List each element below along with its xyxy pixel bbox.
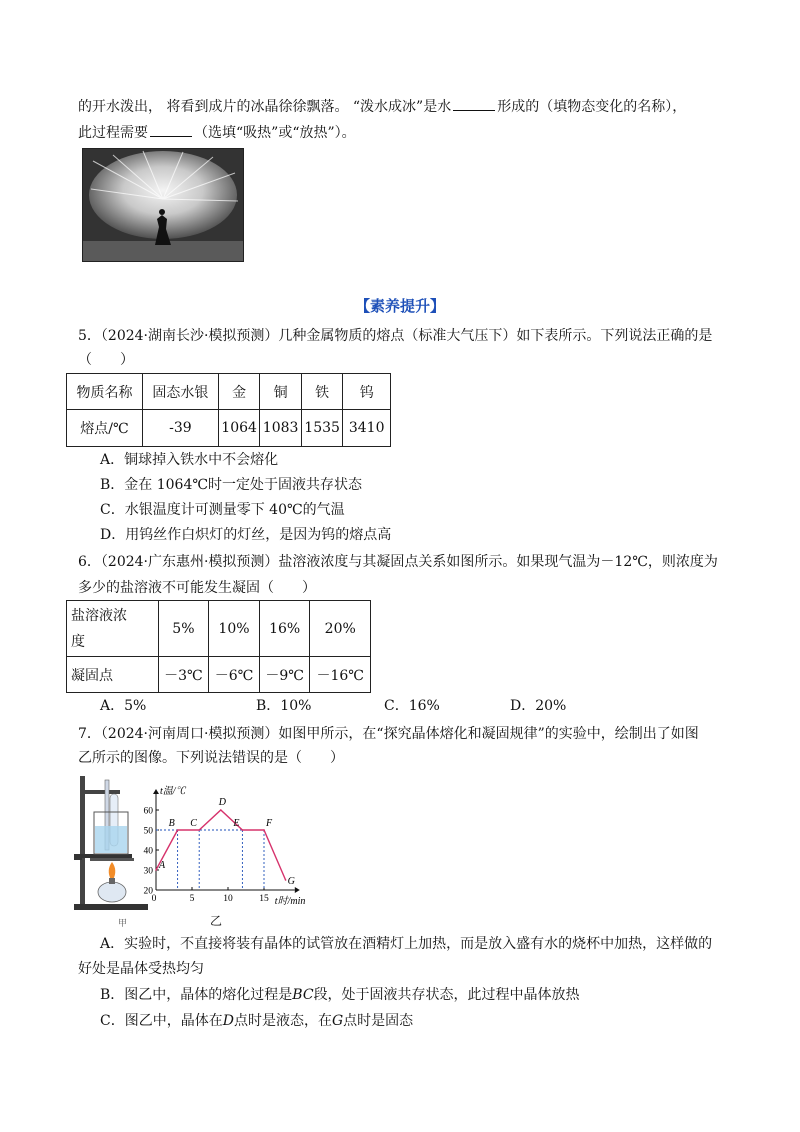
q6-freezing-cell: －6℃ [209,657,260,693]
stand-base [74,904,148,910]
y-axis-arrow [153,789,159,794]
q4-text-b: 形成的（填物态变化的名称）， [497,99,687,115]
x-tick-label: 0 [151,894,157,904]
point-label-g: G [287,876,295,887]
q5-option-a: A．铜球掉入铁水中不会熔化 [100,452,279,468]
y-tick-label: 50 [143,826,153,837]
q5-stem-line2: （ ） [78,352,134,368]
clamp-ring [80,854,132,858]
q6-option-d: D．20% [510,698,567,714]
point-g [285,879,287,881]
q6-option-a: A．5% [100,698,147,714]
y-tick-label: 40 [143,846,153,857]
q5-melting-point-table [66,373,391,447]
x-tick-label: 15 [259,894,269,904]
q4-line2 [78,122,356,143]
q4-line1 [78,96,686,117]
q6-concentration-cell: 10% [209,601,260,657]
q5-row-cell: 1535 [301,410,343,447]
q6-header-label [67,601,159,657]
q5-header-cell: 铜 [260,374,302,410]
q7-option-c-text-a: C．图乙中，晶体在 [100,1013,223,1029]
q6-freezing-cell: －9℃ [259,657,310,693]
point-label-b: B [168,818,175,829]
clamp-knob [74,854,82,860]
point-label-d: D [218,797,227,808]
q6-concentration-cell: 16% [259,601,310,657]
q5-stem-line1: 5．（2024·湖南长沙·模拟预测）几种金属物质的熔点（标准大气压下）如下表所示。下列说法正确的是 [78,328,713,344]
q4-text-c: 此过程需要 [78,125,148,141]
q6-header-label-line2: 度 [71,633,85,650]
q6-freezing-cell: －3℃ [158,657,209,693]
clamp-top [80,790,120,794]
q5-row-cell: 3410 [343,410,391,447]
q6-stem-line1: 6．（2024·广东惠州·模拟预测）盐溶液浓度与其凝固点关系如图所示。如果现气温为－12℃，则浓度为 [78,554,718,570]
point-d [220,809,222,811]
stand-rod [80,776,85,904]
q7-option-c-text-b: 点时是液态，在 [233,1013,332,1029]
q7-stem-line1: 7．（2024·河南周口·模拟预测）如图甲所示，在“探究晶体熔化和凝固规律”的实验中，绘制出了如图 [78,726,699,742]
point-f [263,829,265,831]
point-a [155,869,157,871]
point-b [177,829,179,831]
q5-header-cell: 固态水银 [142,374,218,410]
q4-blank-1 [453,96,495,111]
q5-row-cell: 1083 [260,410,302,447]
x-tick-label: 10 [223,894,233,904]
q7-option-c [100,1011,413,1031]
lamp-wick [109,878,115,884]
q7-option-a-line1: A．实验时，不直接将装有晶体的试管放在酒精灯上加热，而是放入盛有水的烧杯中加热，这样做的 [100,936,713,952]
y-tick-label: 30 [143,866,153,877]
q4-text-a: 的开水泼出， 将看到成片的冰晶徐徐飘落。 “泼水成冰”是水 [78,99,452,115]
q6-concentration-cell: 20% [310,601,371,657]
point-c [198,829,200,831]
q6-freezing-cell: －16℃ [310,657,371,693]
x-tick-label: 5 [189,894,195,904]
q5-row-cell: 熔点/℃ [67,410,143,447]
q5-option-c: C．水银温度计可测量零下 40℃的气温 [100,502,345,518]
q5-row-cell: 1064 [218,410,260,447]
q7-option-b-text-a: B．图乙中，晶体的熔化过程是 [100,987,293,1003]
q4-text-d: （选填“吸热”或“放热”）。 [194,125,356,141]
q7-option-b-segment: BC [292,987,314,1003]
q6-option-b: B．10% [256,698,312,714]
q6-row-label: 凝固点 [67,657,159,693]
q6-freezing-point-table [66,600,371,693]
point-label-f: F [266,818,273,829]
q6-concentration-cell: 5% [158,601,209,657]
q6-header-label-line1: 盐溶液浓 [71,607,127,624]
q7-option-c-point-d: D [222,1013,234,1029]
q5-row-cell: -39 [142,410,218,447]
temperature-time-graph [142,782,332,912]
x-axis-arrow [295,887,300,893]
q5-option-b: B．金在 1064℃时一定处于固液共存状态 [100,477,363,493]
point-label-c: C [190,818,197,829]
q5-header-cell: 钨 [343,374,391,410]
y-tick-label: 20 [143,886,153,897]
q5-header-cell: 物质名称 [67,374,143,410]
fig-label-jia: 甲 [118,919,128,929]
y-tick-label: 60 [143,806,153,817]
point-label-e: E [233,818,240,829]
q6-option-c: C．16% [384,698,440,714]
point-e [242,829,244,831]
q7-option-b-text-b: 段，处于固液共存状态，此过程中晶体放热 [313,987,580,1003]
q5-header-cell: 铁 [301,374,343,410]
q5-header-cell: 金 [218,374,260,410]
fig-label-yi: 乙 [210,914,223,928]
x-axis-label: t时/min [274,896,306,907]
splash-water-photo [82,148,244,262]
q7-option-c-point-g: G [331,1013,344,1029]
section-title: 【素养提升】 [354,297,445,315]
wire-gauze [90,858,134,861]
q5-option-d: D．用钨丝作白炽灯的灯丝，是因为钨的熔点高 [100,527,392,543]
q4-blank-2 [150,122,192,137]
q7-option-b [100,985,580,1005]
point-label-a: A [159,860,166,871]
q7-option-c-text-c: 点时是固态 [343,1013,414,1029]
flame [109,862,116,880]
beaker-water [95,826,127,853]
q6-stem-line2: 多少的盐溶液不可能发生凝固（ ） [78,580,316,596]
y-axis-label: t温/℃ [160,786,186,797]
q7-stem-line2: 乙所示的图像。下列说法错误的是（ ） [78,750,344,766]
q7-option-a-line2: 好处是晶体受热均匀 [78,961,204,977]
alcohol-lamp [98,882,126,902]
